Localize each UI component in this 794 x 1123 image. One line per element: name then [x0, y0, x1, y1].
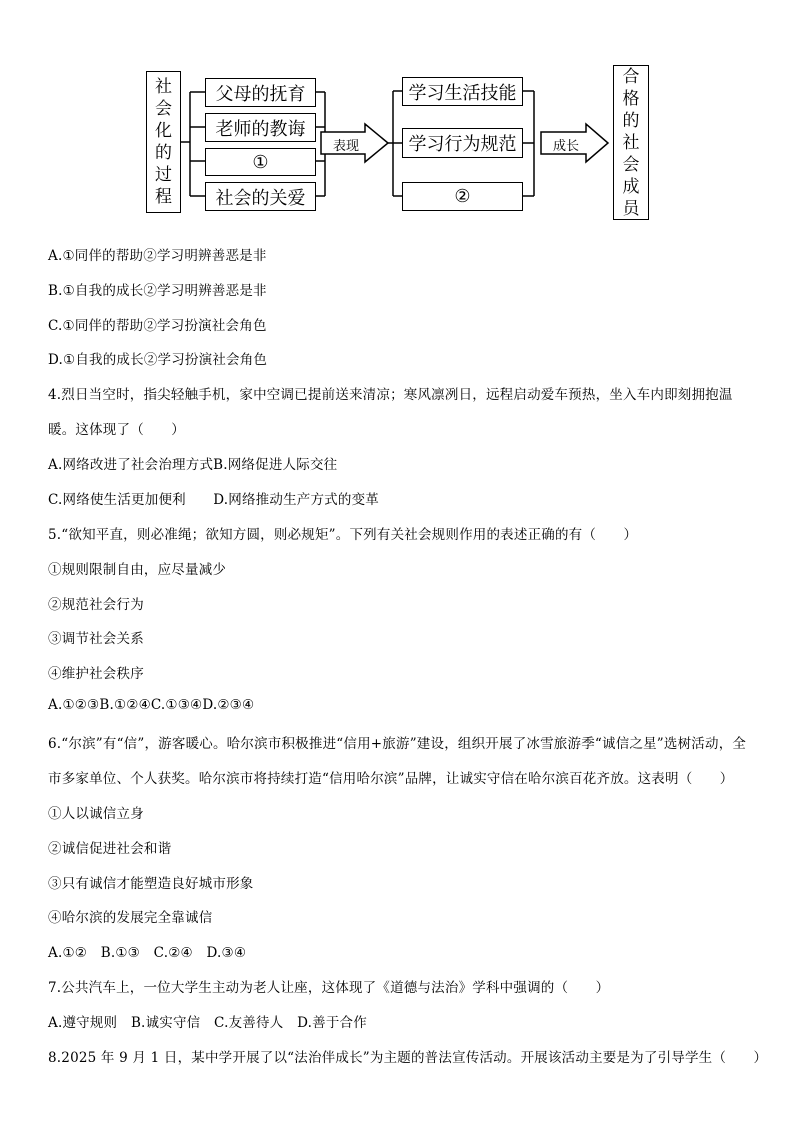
- option-line: A.①② B.①③ C.②④ D.③④: [48, 945, 247, 961]
- right-char: 员: [622, 198, 640, 219]
- left-char: 的: [155, 143, 172, 163]
- arrow-1-label: 表现: [332, 139, 359, 154]
- right-char: 成: [622, 176, 640, 197]
- right-char: 合: [622, 66, 640, 87]
- statement-line: ③调节社会关系: [48, 631, 144, 647]
- option-line: C.①同伴的帮助②学习扮演社会角色: [48, 318, 267, 334]
- question-line: 5.“欲知平直，则必准绳；欲知方圆，则必规矩”。下列有关社会规则作用的表述正确的有（ ）: [48, 527, 638, 543]
- left-char: 化: [155, 121, 172, 141]
- arrow-2-label: 成长: [552, 139, 579, 154]
- source-box-society: 社会的关爱: [205, 182, 316, 211]
- question-line: 市多家单位、个人获奖。哈尔滨市将持续打造“信用哈尔滨”品牌，让诚实守信在哈尔滨百花齐放。这表明（ ）: [48, 771, 734, 787]
- right-char: 的: [622, 110, 640, 131]
- outcome-box-life-skills: 学习生活技能: [402, 77, 523, 106]
- option-line: A.网络改进了社会治理方式B.网络促进人际交往: [48, 457, 338, 473]
- diagram-connectors: [0, 0, 794, 230]
- question-line: 6.“尔滨”有“信”，游客暖心。哈尔滨市积极推进“信用+旅游”建设，组织开展了冰雪旅游季“诚信之星”选树活动，全: [48, 736, 747, 752]
- right-char: 格: [622, 88, 640, 109]
- option-line: B.①自我的成长②学习明辨善恶是非: [48, 283, 267, 299]
- statement-line: ③只有诚信才能塑造良好城市形象: [48, 876, 254, 892]
- socialization-process-box: [146, 71, 181, 213]
- right-char: 社: [622, 132, 640, 153]
- option-line: D.①自我的成长②学习扮演社会角色: [48, 352, 268, 368]
- option-line: C.网络使生活更加便利 D.网络推动生产方式的变革: [48, 492, 379, 508]
- process-diagram: [0, 0, 794, 230]
- left-char: 程: [155, 187, 172, 207]
- statement-line: ②诚信促进社会和谐: [48, 841, 172, 857]
- source-box-blank-1: ①: [205, 148, 316, 176]
- left-char: 社: [155, 77, 172, 97]
- statement-line: ④维护社会秩序: [48, 666, 144, 682]
- question-line: 7.公共汽车上，一位大学生主动为老人让座，这体现了《道德与法治》学科中强调的（ ）: [48, 980, 610, 996]
- question-line: 4.烈日当空时，指尖轻触手机，家中空调已提前送来清凉；寒风凛冽日，远程启动爱车预热，坐入车内即刻拥抱温: [48, 387, 733, 403]
- option-line: A.①同伴的帮助②学习明辨善恶是非: [48, 248, 267, 264]
- statement-line: ④哈尔滨的发展完全靠诚信: [48, 910, 213, 926]
- qualified-member-box: [613, 65, 649, 220]
- option-line: A.①②③B.①②④C.①③④D.②③④: [48, 697, 255, 713]
- source-box-teachers: 老师的教诲: [205, 113, 316, 142]
- left-char: 过: [155, 165, 172, 185]
- outcome-box-blank-2: ②: [402, 182, 523, 211]
- source-box-parents: 父母的抚育: [205, 78, 316, 107]
- statement-line: ①人以诚信立身: [48, 806, 144, 822]
- question-line: 8.2025 年 9 月 1 日，某中学开展了以“法治伴成长”为主题的普法宣传活动。开展该活动主要是为了引导学生（ ）: [48, 1050, 768, 1066]
- statement-line: ②规范社会行为: [48, 597, 144, 613]
- option-line: A.遵守规则 B.诚实守信 C.友善待人 D.善于合作: [48, 1015, 367, 1031]
- outcome-box-behavior-norms: 学习行为规范: [402, 128, 523, 158]
- right-char: 会: [622, 154, 640, 175]
- left-char: 会: [155, 99, 172, 119]
- statement-line: ①规则限制自由，应尽量减少: [48, 562, 227, 578]
- question-line: 暖。这体现了（ ）: [48, 422, 185, 438]
